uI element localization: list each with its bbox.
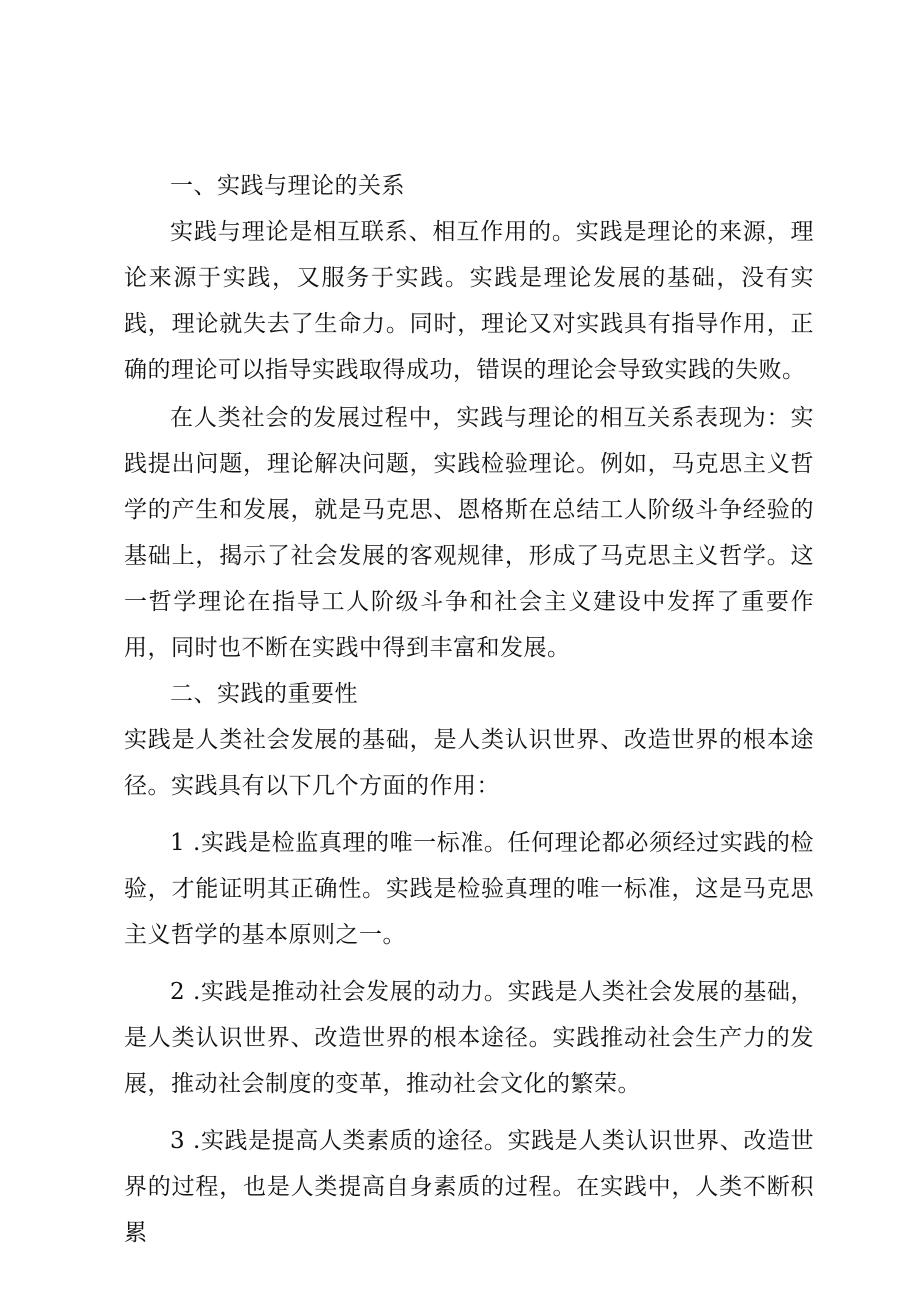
paragraph-importance-intro: 实践是人类社会发展的基础，是人类认识世界、改造世界的根本途径。实践具有以下几个方面的作用： [124,727,814,799]
document-body [124,163,814,1256]
list-item-2: 2 .实践是推动社会发展的动力。实践是人类社会发展的基础，是人类认识世界、改造世界的根本途径。实践推动社会生产力的发展，推动社会制度的变革，推动社会文化的繁荣。 [124,979,814,1097]
section-heading-importance-of-practice: 二、实践的重要性 [170,681,358,707]
list-item-3: 3 .实践是提高人类素质的途径。实践是人类认识世界、改造世界的过程，也是人类提高自身素质的过程。在实践中，人类不断积累 [124,1128,814,1246]
section-heading-practice-theory: 一、实践与理论的关系 [170,173,405,199]
list-item-1: 1 .实践是检监真理的唯一标准。任何理论都必须经过实践的检验，才能证明其正确性。实践是检验真理的唯一标准，这是马克思主义哲学的基本原则之一。 [124,830,814,948]
paragraph-practice-theory-relation: 实践与理论是相互联系、相互作用的。实践是理论的来源，理论来源于实践，又服务于实践。实践是理论发展的基础，没有实践，理论就失去了生命力。同时，理论又对实践具有指导作用，正确的理论可以指导实践取得成功，错误的理论会导致实践的失败。 [124,219,814,383]
paragraph-social-development: 在人类社会的发展过程中，实践与理论的相互关系表现为：实践提出问题，理论解决问题，实践检验理论。例如，马克思主义哲学的产生和发展，就是马克思、恩格斯在总结工人阶级斗争经验的基础上，揭示了社会发展的客观规律，形成了马克思主义哲学。这一哲学理论在指导工人阶级斗争和社会主义建设中发挥了重要作用，同时也不断在实践中得到丰富和发展。 [124,405,814,661]
